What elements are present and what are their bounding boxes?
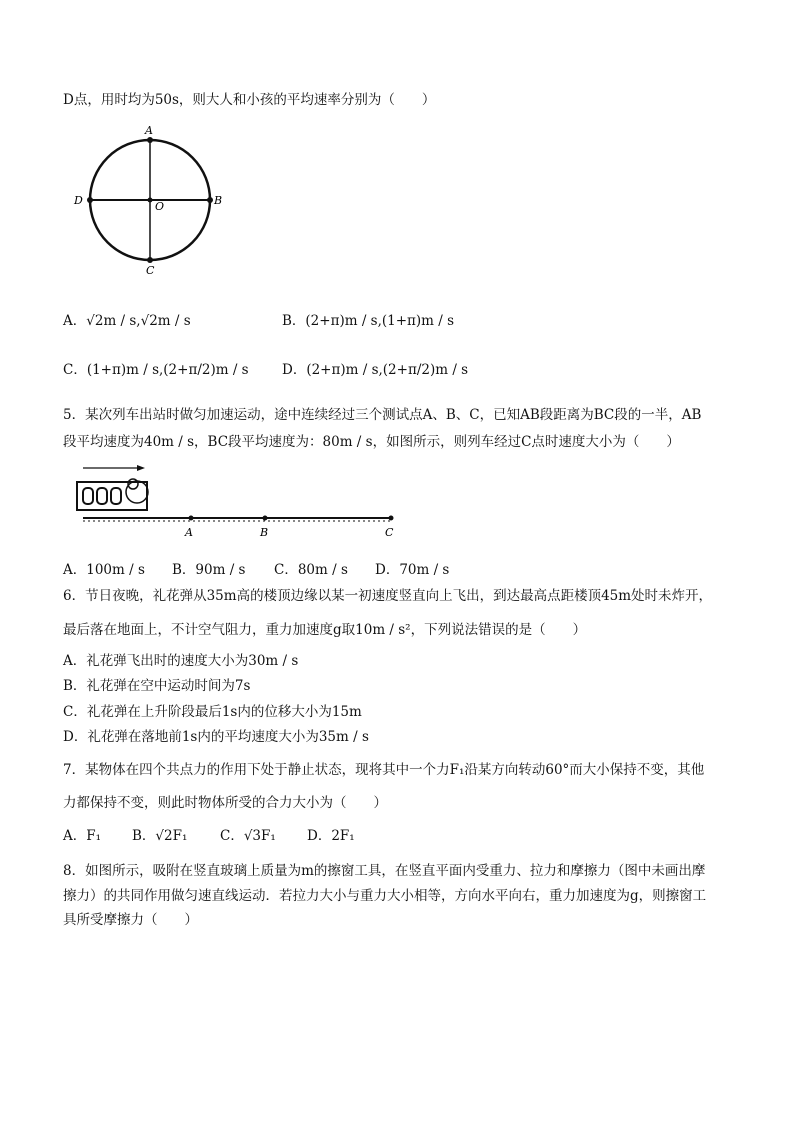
q4-option-b: B．(2+π)m / s,(1+π)m / s xyxy=(282,313,455,329)
circle-figure xyxy=(72,118,232,283)
q7-line1: 7．某物体在四个共点力的作用下处于静止状态，现将其中一个力F₁沿某方向转动60°而大小保持不变，其他 xyxy=(63,762,705,778)
q4-intro: D点，用时均为50s，则大人和小孩的平均速率分别为（ ） xyxy=(63,92,436,108)
q8-line3: 具所受摩擦力（ ） xyxy=(63,912,198,928)
q6-option-d: D．礼花弹在落地前1s内的平均速度大小为35m / s xyxy=(63,729,369,745)
q7-option-a: A．F₁ xyxy=(63,828,102,844)
q6-option-c: C．礼花弹在上升阶段最后1s内的位移大小为15m xyxy=(63,704,362,720)
q6-option-b: B．礼花弹在空中运动时间为7s xyxy=(63,678,251,694)
label-c: C xyxy=(385,526,394,539)
label-c: C xyxy=(146,264,155,277)
q5-option-a: A．100m / s xyxy=(63,562,145,578)
label-b: B xyxy=(214,194,223,207)
q7-option-d: D．2F₁ xyxy=(307,828,355,844)
q4-option-a: A．√2m / s,√2m / s xyxy=(63,313,191,329)
q5-option-c: C．80m / s xyxy=(274,562,348,578)
q5-option-d: D．70m / s xyxy=(375,562,450,578)
q8-line1: 8．如图所示，吸附在竖直玻璃上质量为m的擦窗工具，在竖直平面内受重力、拉力和摩擦力（图中未画出摩 xyxy=(63,863,706,879)
q8-line2: 擦力）的共同作用做匀速直线运动．若拉力大小与重力大小相等，方向水平向右，重力加速度为g，则擦窗工 xyxy=(63,888,707,904)
q7-option-b: B．√2F₁ xyxy=(132,828,188,844)
q6-option-a: A．礼花弹飞出时的速度大小为30m / s xyxy=(63,653,299,669)
q4-option-d: D．(2+π)m / s,(2+π/2)m / s xyxy=(282,362,469,378)
label-a: A xyxy=(185,526,193,539)
label-o: O xyxy=(155,200,165,213)
label-a: A xyxy=(145,124,153,137)
q4-option-c: C．(1+π)m / s,(2+π/2)m / s xyxy=(63,362,249,378)
q6-line2: 最后落在地面上，不计空气阻力，重力加速度g取10m / s²，下列说法错误的是（ ） xyxy=(63,622,587,638)
label-b: B xyxy=(260,526,269,539)
q5-line2: 段平均速度为40m / s，BC段平均速度为：80m / s，如图所示，则列车经过C点时速度大小为（ ） xyxy=(63,434,680,450)
label-d: D xyxy=(74,194,83,207)
q5-option-b: B．90m / s xyxy=(172,562,246,578)
train-figure xyxy=(75,462,405,542)
q6-line1: 6．节日夜晚，礼花弹从35m高的楼顶边缘以某一初速度竖直向上飞出，到达最高点距楼顶45m处时未炸开， xyxy=(63,588,713,604)
q5-line1: 5．某次列车出站时做匀加速运动，途中连续经过三个测试点A、B、C，已知AB段距离为BC段的一半，AB xyxy=(63,407,702,423)
q7-line2: 力都保持不变，则此时物体所受的合力大小为（ ） xyxy=(63,795,387,811)
q7-option-c: C．√3F₁ xyxy=(220,828,276,844)
